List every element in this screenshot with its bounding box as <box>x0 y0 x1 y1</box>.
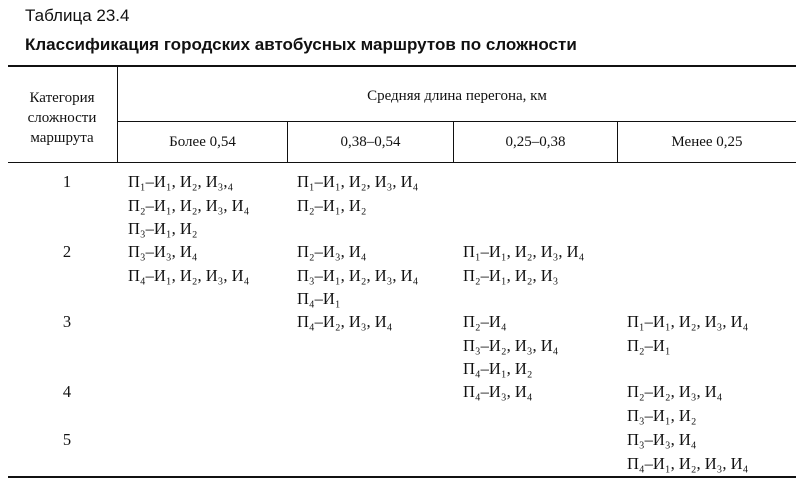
category-header <box>8 88 116 148</box>
category-header-line: маршрута <box>30 130 94 146</box>
table-cell <box>297 310 392 334</box>
route-line: П₁–И₁, И₂, И₃, И₄ <box>627 312 749 331</box>
route-line: П₃–И₁, И₂ <box>627 405 697 425</box>
table-cell <box>463 310 558 381</box>
table-cell <box>463 380 533 404</box>
table-top-rule <box>8 65 796 67</box>
route-line: П₂–И₁, И₂ <box>297 195 367 215</box>
category-header-line: Категория <box>29 90 95 106</box>
route-line: П₂–И₁, И₂, И₃ <box>463 265 559 285</box>
table-cell <box>627 310 748 357</box>
route-line: П₃–И₃, И₄ <box>128 242 198 261</box>
row-category-number: 3 <box>62 312 72 331</box>
route-line: П₄–И₁ <box>297 289 341 308</box>
route-line: П₄–И₁, И₂, И₃, И₄ <box>128 265 250 285</box>
route-line: П₄–И₂, И₃, И₄ <box>297 312 393 331</box>
column-header-2: 0,38–0,54 <box>340 134 401 150</box>
route-line: П₁–И₁, И₂, И₃, И₄ <box>463 242 585 261</box>
header-bottom-rule <box>8 162 796 163</box>
column-header-4: Менее 0,25 <box>671 134 743 150</box>
row-category-number: 4 <box>62 382 72 401</box>
table-title: Классификация городских автобусных маршрутов по сложности <box>25 35 577 54</box>
table-cell <box>297 170 418 217</box>
route-line: П₃–И₁, И₂ <box>128 219 198 238</box>
route-line: П₁–И₁, И₂, И₃, И₄ <box>297 172 419 191</box>
table-cell <box>297 240 418 311</box>
row-category-number: 2 <box>62 242 72 261</box>
table-cell <box>128 170 249 241</box>
category-header-line: сложности <box>27 110 97 126</box>
header-mid-rule <box>118 121 796 122</box>
route-line: П₃–И₂, И₃, И₄ <box>463 335 559 355</box>
route-line: П₃–И₁, И₂, И₃, И₄ <box>297 265 419 285</box>
length-header: Средняя длина перегона, км <box>367 88 547 104</box>
route-line: П₄–И₁, И₂, И₃, И₄ <box>627 453 749 473</box>
row-category-number: 5 <box>62 430 72 449</box>
route-line: П₂–И₁ <box>627 335 671 355</box>
route-line: П₃–И₃, И₄ <box>627 430 697 449</box>
route-line: П₁–И₁, И₂, И₃,₄ <box>128 172 234 191</box>
column-header-3: 0,25–0,38 <box>505 134 566 150</box>
table-cell <box>128 240 249 287</box>
column-header-1: Более 0,54 <box>169 134 236 150</box>
table-cell <box>627 428 748 475</box>
table-cell <box>627 380 722 427</box>
route-line: П₂–И₄ <box>463 312 507 331</box>
route-line: П₂–И₃, И₄ <box>297 242 367 261</box>
table-label: Таблица 23.4 <box>25 6 130 25</box>
route-line: П₂–И₂, И₃, И₄ <box>627 382 723 401</box>
route-line: П₂–И₁, И₂, И₃, И₄ <box>128 195 250 215</box>
route-line: П₄–И₃, И₄ <box>463 382 533 401</box>
route-line: П₄–И₁, И₂ <box>463 359 533 378</box>
row-category-number: 1 <box>62 172 72 191</box>
table-cell <box>463 240 584 287</box>
table-bottom-rule <box>8 476 796 478</box>
